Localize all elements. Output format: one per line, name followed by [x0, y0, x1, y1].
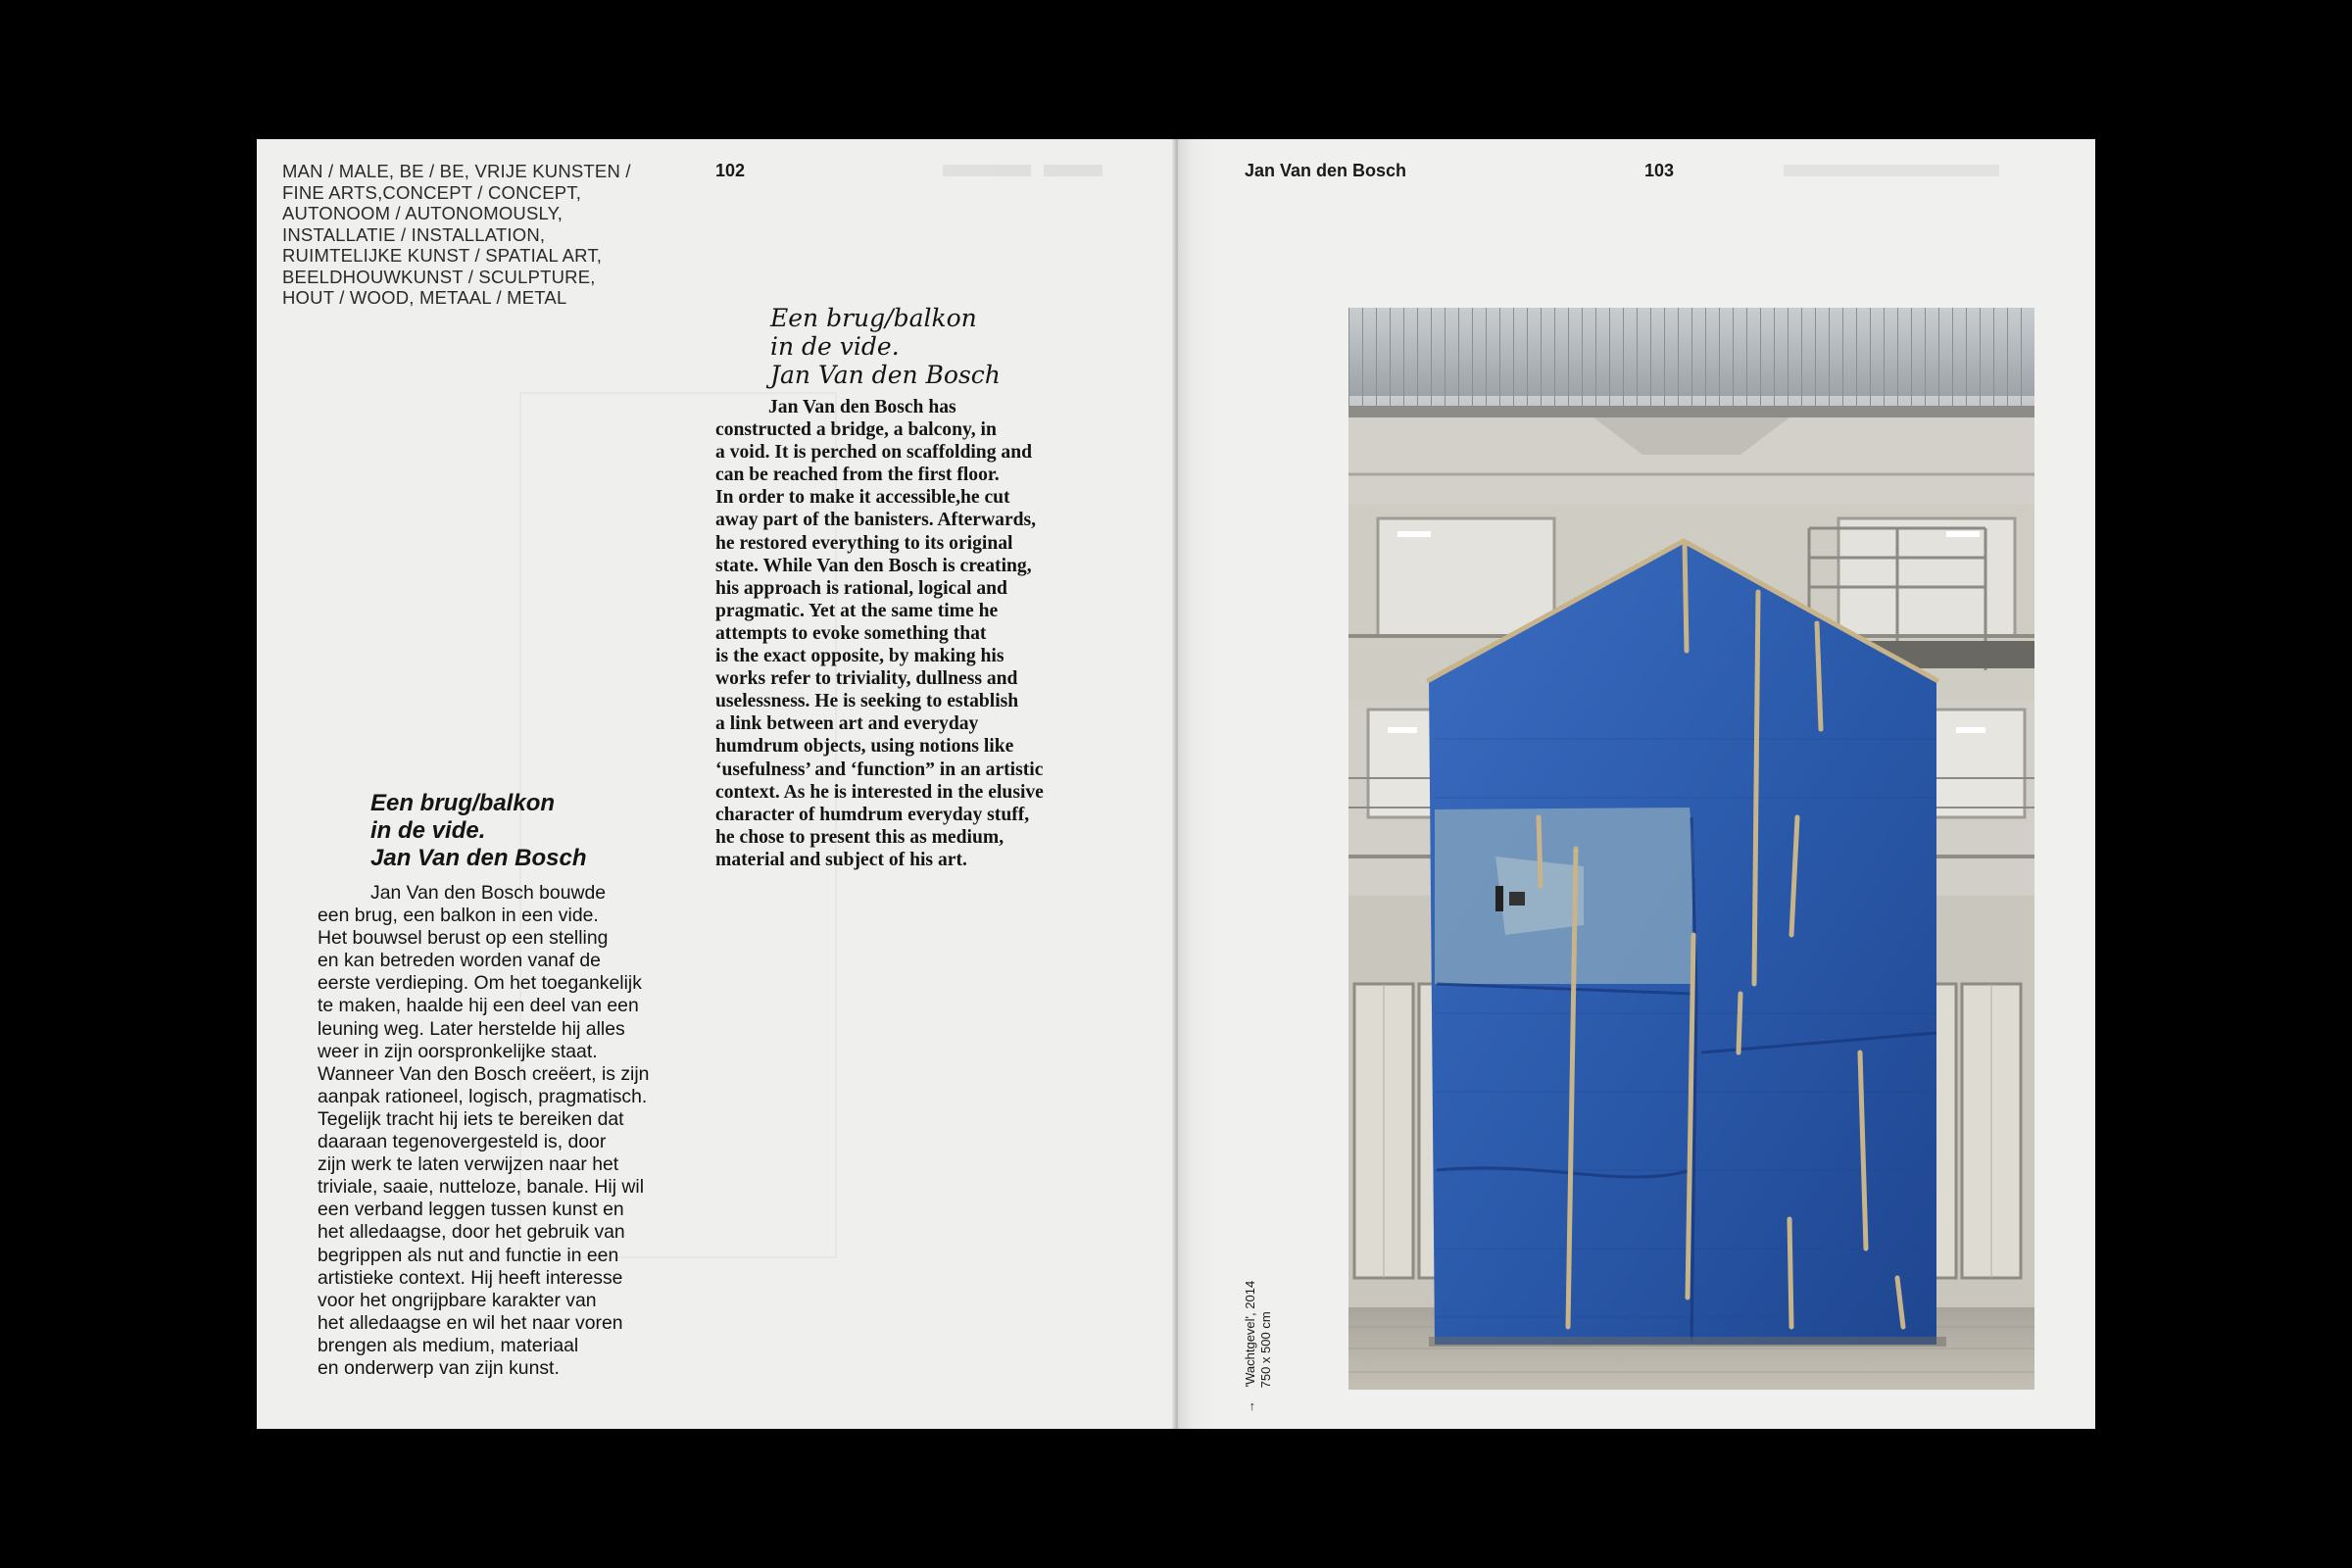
- dutch-body: [318, 882, 729, 1380]
- show-through-text: [943, 161, 1102, 181]
- body-line: In order to make it accessible,he cut: [715, 487, 1010, 509]
- running-head: Jan Van den Bosch: [1245, 161, 1407, 180]
- body-line: begrippen als nut and functie in een: [318, 1244, 619, 1266]
- body-line: constructed a bridge, a balcony, in: [715, 419, 997, 441]
- body-line: het alledaagse en wil het naar voren: [318, 1311, 623, 1334]
- body-line: ‘usefulness’ and ‘function” in an artistic: [715, 759, 1044, 780]
- body-line: Jan Van den Bosch bouwde: [370, 882, 607, 904]
- body-line: eerste verdieping. Om het toegankelijk: [318, 972, 642, 995]
- body-line: te maken, haalde hij een deel van een: [318, 995, 639, 1017]
- photo-caption: [1243, 1281, 1274, 1413]
- category-tags: [282, 161, 694, 309]
- arrow-icon: →: [1243, 1400, 1257, 1413]
- title-line: in de vide.: [770, 332, 900, 361]
- body-line: Tegelijk tracht hij iets te bereiken dat: [318, 1107, 624, 1130]
- show-through-text: [1784, 161, 1999, 181]
- body-line: state. While Van den Bosch is creating,: [715, 555, 1032, 576]
- page-number-left: 102: [715, 161, 746, 180]
- tag-line: HOUT / WOOD, METAAL / METAL: [282, 287, 567, 308]
- tag-line: FINE ARTS,CONCEPT / CONCEPT,: [282, 181, 582, 203]
- body-line: uselessness. He is seeking to establish: [715, 691, 1019, 712]
- body-line: voor het ongrijpbare karakter van: [318, 1289, 597, 1311]
- title-line: Een brug/balkon: [370, 790, 556, 816]
- body-line: attempts to evoke something that: [715, 622, 987, 644]
- body-line: een verband leggen tussen kunst en: [318, 1199, 624, 1221]
- ceiling-light: [1397, 531, 1431, 537]
- tag-line: RUIMTELIJKE KUNST / SPATIAL ART,: [282, 245, 603, 266]
- tag-line: INSTALLATIE / INSTALLATION,: [282, 223, 546, 245]
- body-line: character of humdrum everyday stuff,: [715, 804, 1030, 825]
- body-line: humdrum objects, using notions like: [715, 736, 1014, 758]
- dutch-title: [370, 790, 664, 872]
- body-line: he restored everything to its original: [715, 532, 1013, 554]
- body-line: artistieke context. Hij heeft interesse: [318, 1266, 623, 1289]
- page-number-right: 103: [1644, 161, 1675, 180]
- body-line: Wanneer Van den Bosch creëert, is zijn: [318, 1062, 650, 1085]
- tag-line: AUTONOOM / AUTONOMOUSLY,: [282, 203, 564, 223]
- body-line: Jan Van den Bosch has: [768, 397, 956, 417]
- body-line: material and subject of his art.: [715, 849, 967, 870]
- body-line: pragmatic. Yet at the same time he: [715, 600, 999, 621]
- left-page: [257, 139, 1176, 1429]
- body-line: daaraan tegenovergesteld is, door: [318, 1131, 607, 1153]
- body-line: een brug, een balkon in een vide.: [318, 905, 599, 927]
- body-line: zijn werk te laten verwijzen naar het: [318, 1153, 619, 1176]
- title-line: Jan Van den Bosch: [370, 845, 587, 871]
- body-line: a link between art and everyday: [715, 713, 979, 735]
- body-line: het alledaagse, door het gebruik van: [318, 1221, 625, 1244]
- caption-title: 'Wachtgevel', 2014: [1243, 1280, 1257, 1388]
- caption-dimensions: 750 x 500 cm: [1258, 1311, 1273, 1389]
- body-line: en onderwerp van zijn kunst.: [318, 1356, 560, 1379]
- body-line: Het bouwsel berust op een stelling: [318, 927, 609, 950]
- right-page: [1178, 139, 2095, 1429]
- body-line: weer in zijn oorspronkelijke staat.: [318, 1040, 598, 1062]
- body-line: works refer to triviality, dullness and: [715, 668, 1018, 690]
- title-line: in de vide.: [370, 817, 486, 844]
- body-line: en kan betreden worden vanaf de: [318, 950, 601, 972]
- tarp-house: [1429, 541, 1946, 1347]
- ceiling-light: [1946, 531, 1980, 537]
- tag-line: BEELDHOUWKUNST / SCULPTURE,: [282, 266, 596, 287]
- body-line: triviale, saaie, nutteloze, banale. Hij wil: [318, 1176, 645, 1199]
- body-line: context. As he is interested in the elusive: [715, 781, 1044, 803]
- body-line: he chose to present this as medium,: [715, 826, 1004, 848]
- english-title: [770, 304, 1025, 389]
- body-line: a void. It is perched on scaffolding and: [715, 442, 1032, 464]
- title-line: Een brug/balkon: [770, 304, 977, 332]
- body-line: aanpak rationeel, logisch, pragmatisch.: [318, 1085, 648, 1107]
- english-body: [715, 396, 1127, 871]
- artwork-photo: [1348, 308, 2034, 1390]
- body-line: his approach is rational, logical and: [715, 577, 1007, 599]
- skylight: [1348, 308, 2034, 406]
- body-line: leuning weg. Later herstelde hij alles: [318, 1017, 625, 1040]
- title-line: Jan Van den Bosch: [770, 361, 1001, 389]
- body-line: away part of the banisters. Afterwards,: [715, 510, 1037, 531]
- body-line: can be reached from the first floor.: [715, 465, 1000, 486]
- tag-line: MAN / MALE, BE / BE, VRIJE KUNSTEN /: [282, 161, 631, 181]
- body-line: is the exact opposite, by making his: [715, 646, 1004, 667]
- body-line: brengen als medium, materiaal: [318, 1334, 579, 1356]
